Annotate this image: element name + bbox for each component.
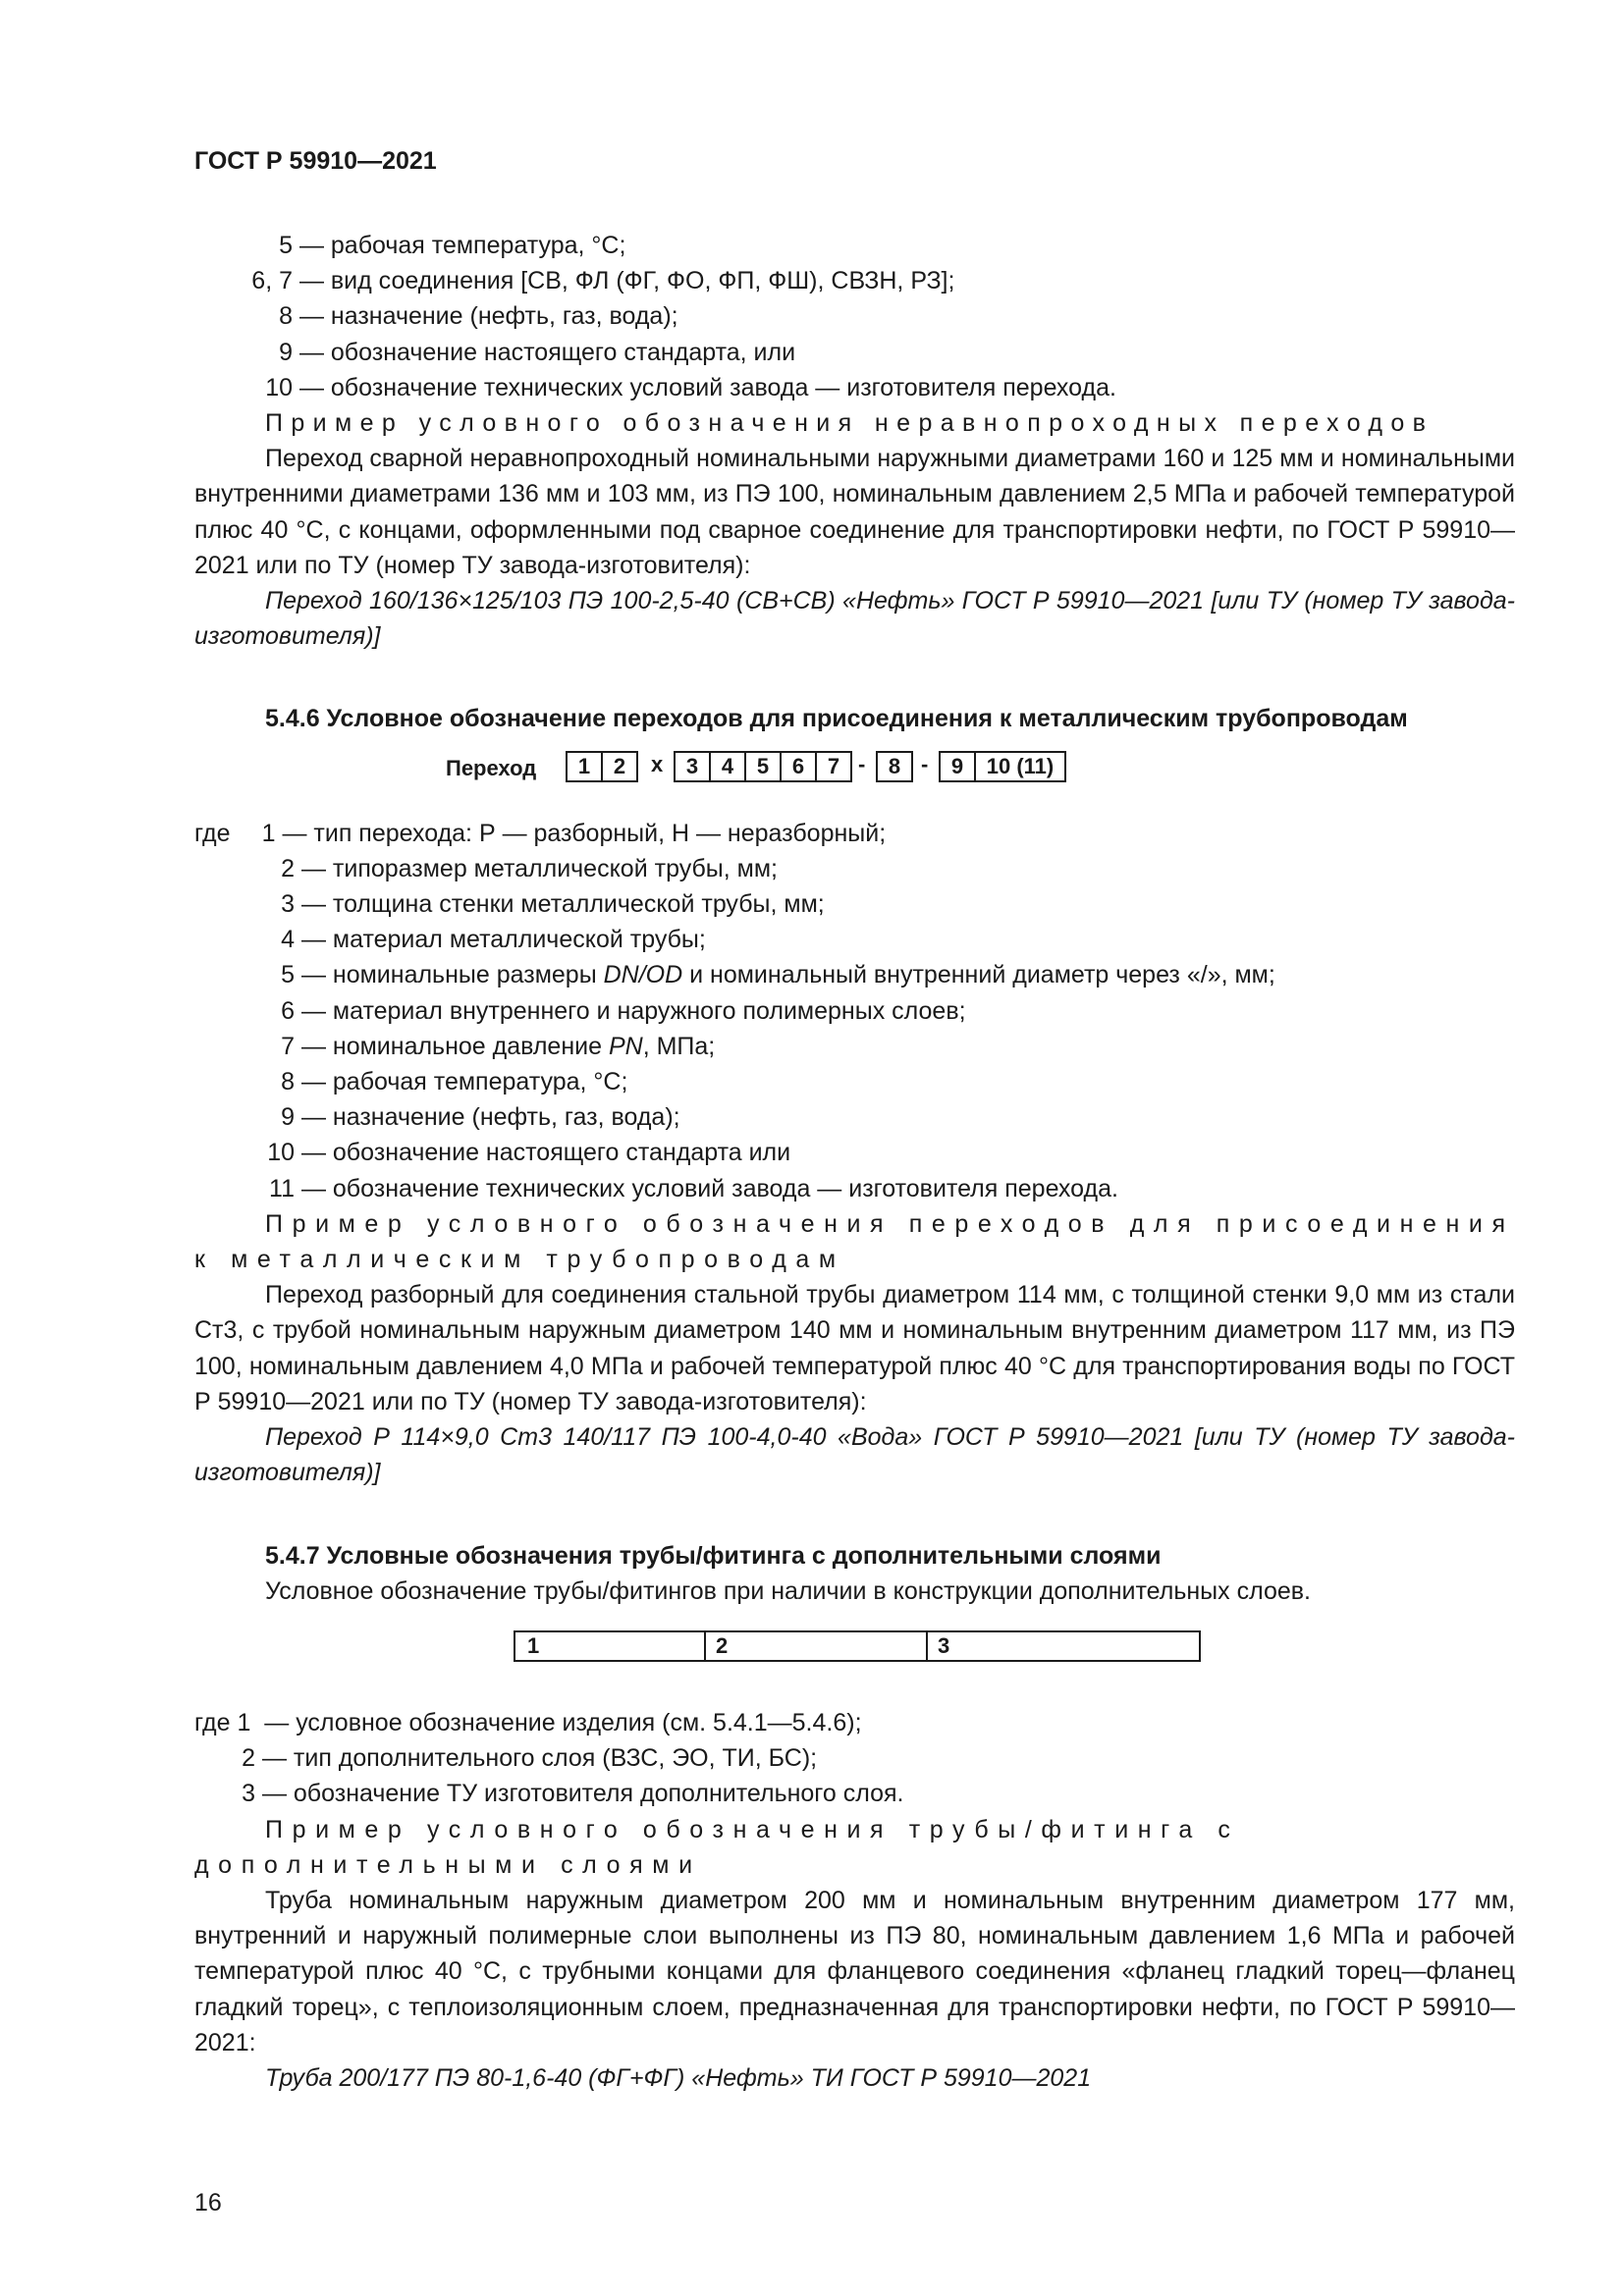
section-heading-5-4-6: 5.4.6 Условное обозначение переходов для присоединения к металлическим трубопроводам — [265, 705, 1408, 733]
list-item: 8 — назначение (нефть, газ, вода); — [279, 302, 678, 331]
list-item: 5 — рабочая температура, °С; — [279, 232, 626, 259]
scheme-cell: 2 — [716, 1632, 729, 1658]
example-text: Переход разборный для соединения стальной трубы диаметром 114 мм, с толщиной стенки 9,0 мм из стали Ст3, с трубой номинальным наружным диаметром 140 мм и номинальным внутренним диаметром 117 мм, из ПЭ 100, номинальным давлением 4,0 МПа и рабочей температурой плюс 40 °С для транспортирования воды по ГОСТ Р 59910—2021 или по ТУ (номер ТУ завода-изготовителя): — [194, 1281, 1515, 1415]
designation-scheme-transition — [194, 747, 1515, 790]
scheme-separator: - — [921, 751, 929, 776]
scheme-row — [514, 1630, 1201, 1662]
list-continuation — [194, 228, 1515, 405]
scheme-label: Переход — [446, 755, 537, 780]
list-item: где 1 — тип перехода: Р — разборный, Н — неразборный; — [194, 819, 887, 847]
list-explanations-5-4-7 — [194, 1705, 1515, 1812]
scheme-box: 2 — [601, 751, 638, 782]
example-heading: Пример условного обозначения трубы/фитинга с дополнительными слоями — [194, 1815, 1240, 1879]
example-heading: Пример условного обозначения переходов для присоединения к металлическим трубопроводам — [194, 1209, 1515, 1274]
scheme-box: 4 — [709, 751, 746, 782]
example-designation: Переход Р 114×9,0 Ст3 140/117 ПЭ 100-4,0-40 «Вода» ГОСТ Р 59910—2021 [или ТУ (номер ТУ завода-изготовителя)] — [194, 1423, 1515, 1487]
section-intro: Условное обозначение трубы/фитингов при наличии в конструкции дополнительных слоев. — [265, 1576, 1311, 1605]
example-heading: Пример условного обозначения неравнопроходных переходов — [265, 409, 1435, 438]
scheme-box: 3 — [674, 751, 711, 782]
scheme-separator: - — [858, 751, 866, 776]
example-designation: Переход 160/136×125/103 ПЭ 100-2,5-40 (СВ+СВ) «Нефть» ГОСТ Р 59910—2021 [или ТУ (номер ТУ завода-изготовителя)] — [194, 587, 1515, 651]
list-item: 2 — тип дополнительного слоя (ВЗС, ЭО, ТИ, БС); — [242, 1744, 818, 1773]
designation-scheme-layers — [194, 1630, 1515, 1670]
list-item: 6 — материал внутреннего и наружного полимерных слоев; — [281, 996, 966, 1025]
list-item: 3 — толщина стенки металлической трубы, мм; — [281, 890, 825, 919]
page-number: 16 — [194, 2189, 222, 2216]
scheme-box: 9 — [939, 751, 976, 782]
scheme-box: 1 — [566, 751, 603, 782]
list-item: 3 — обозначение ТУ изготовителя дополнительного слоя. — [242, 1780, 904, 1808]
list-item: где 1 — условное обозначение изделия (см. 5.4.1—5.4.6); — [194, 1708, 862, 1736]
list-item: 9 — обозначение настоящего стандарта, или — [279, 338, 796, 366]
list-item: 8 — рабочая температура, °С; — [281, 1068, 628, 1096]
list-item: 10 — обозначение настоящего стандарта или — [267, 1139, 791, 1167]
example-text: Труба номинальным наружным диаметром 200 мм и номинальным внутренним диаметром 177 мм, внутренний и наружный полимерные слои выполнены из ПЭ 80, номинальным давлением 1,6 МПа и рабочей температурой плюс 40 °С, с трубными концами для фланцевого соединения «фланец гладкий торец—фланец гладкий торец», с теплоизоляционным слоем, предназначенная для транспортировки нефти, по ГОСТ Р 59910—2021: — [194, 1886, 1515, 2056]
example-text: Переход сварной неравнопроходный номинальными наружными диаметрами 160 и 125 мм и номинальными внутренними диаметрами 136 мм и 103 мм, из ПЭ 100, номинальным давлением 2,5 МПа и рабочей температурой плюс 40 °С, с концами, оформленными под сварное соединение для транспортировки нефти, по ГОСТ Р 59910—2021 или по ТУ (номер ТУ завода-изготовителя): — [194, 445, 1515, 579]
scheme-box: 8 — [876, 751, 913, 782]
scheme-box: 6 — [780, 751, 817, 782]
page-header: ГОСТ Р 59910—2021 — [194, 147, 437, 175]
list-item: 7 — номинальное давление PN, МПа; — [281, 1032, 716, 1060]
example-designation: Труба 200/177 ПЭ 80-1,6-40 (ФГ+ФГ) «Нефть» ТИ ГОСТ Р 59910—2021 — [265, 2063, 1092, 2092]
scheme-cell: 1 — [527, 1632, 540, 1658]
list-item: 2 — типоразмер металлической трубы, мм; — [281, 854, 778, 882]
scheme-separator: x — [651, 751, 664, 776]
list-item: 9 — назначение (нефть, газ, вода); — [281, 1103, 680, 1132]
list-item: 4 — материал металлической трубы; — [281, 926, 706, 954]
scheme-box: 7 — [815, 751, 852, 782]
list-explanations-5-4-6 — [194, 816, 1515, 1206]
list-item: 10 — обозначение технических условий завода — изготовителя перехода. — [265, 373, 1116, 401]
list-item: 11 — обозначение технических условий завода — изготовителя перехода. — [269, 1174, 1118, 1202]
list-item: 5 — номинальные размеры DN/OD и номинальный внутренний диаметр через «/», мм; — [281, 961, 1275, 989]
list-item: 6, 7 — вид соединения [СВ, ФЛ (ФГ, ФО, ФП, ФШ), СВЗН, РЗ]; — [251, 267, 955, 295]
document-body — [194, 228, 1515, 2096]
scheme-cell: 3 — [938, 1632, 950, 1658]
scheme-box: 5 — [744, 751, 782, 782]
section-heading-5-4-7: 5.4.7 Условные обозначения трубы/фитинга с дополнительными слоями — [265, 1541, 1162, 1570]
scheme-box: 10 (11) — [974, 751, 1066, 782]
